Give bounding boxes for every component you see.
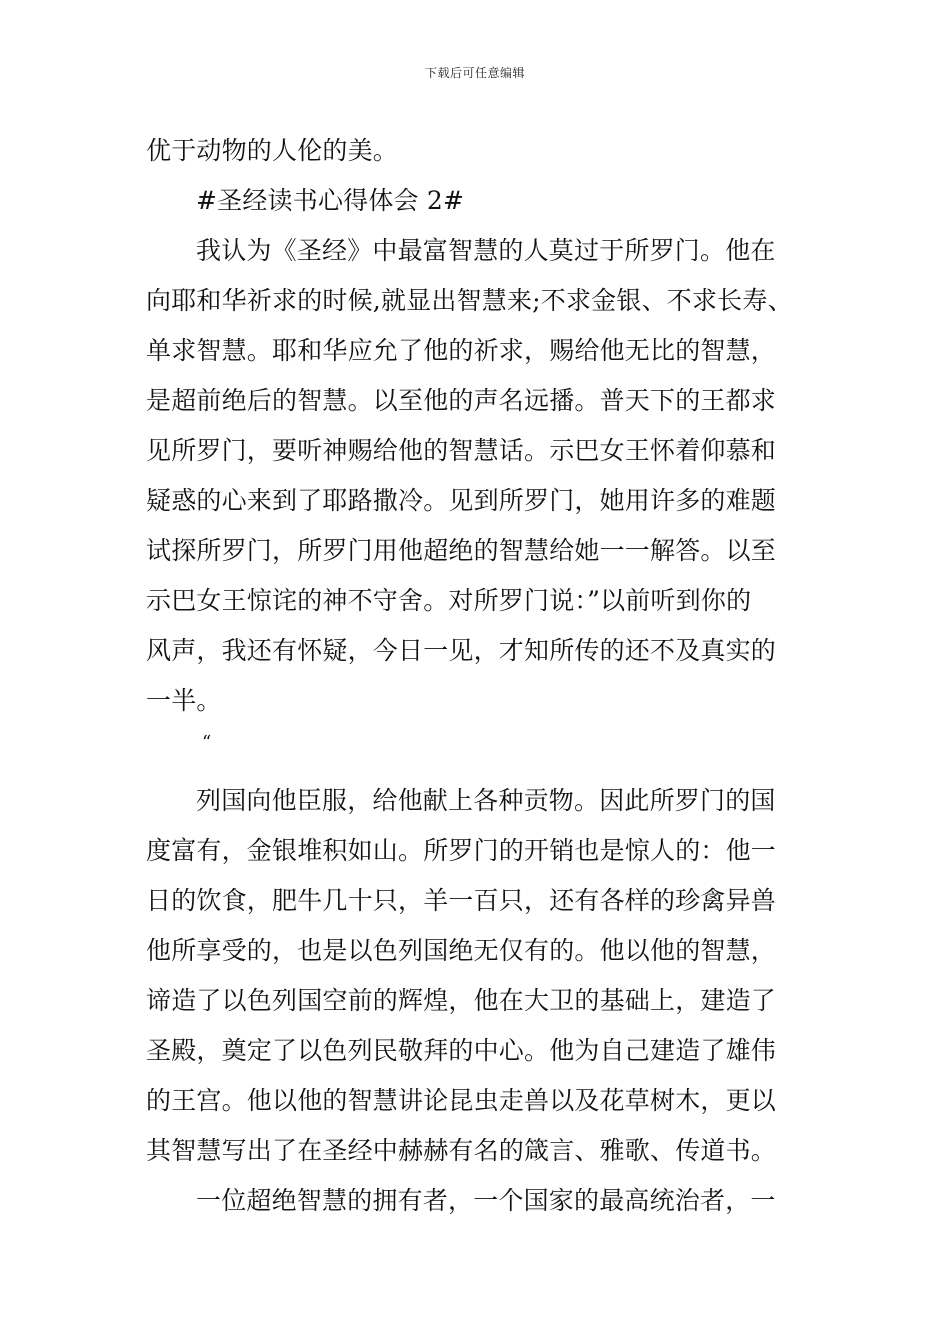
text-line: 优于动物的人伦的美。 (146, 136, 399, 165)
paragraph-line: 他所享受的，也是以色列国绝无仅有的。他以他的智慧， (146, 936, 777, 965)
paragraph-line: 单求智慧。耶和华应允了他的祈求，赐给他无比的智慧， (146, 336, 777, 365)
paragraph-line: 见所罗门，要听神赐给他的智慧话。示巴女王怀着仰慕和 (146, 436, 777, 465)
paragraph-line: 列国向他臣服，给他献上各种贡物。因此所罗门的国 (196, 786, 776, 815)
paragraph-line: 试探所罗门，所罗门用他超绝的智慧给她一一解答。以至 (146, 536, 777, 565)
paragraph-line: 向耶和华祈求的时候,就显出智慧来;不求金银、不求长寿、 (146, 286, 793, 315)
paragraph-line: 日的饮食，肥牛几十只，羊一百只，还有各样的珍禽异兽 (146, 886, 777, 915)
paragraph-line: 度富有，金银堆积如山。所罗门的开销也是惊人的：他一 (146, 836, 777, 865)
paragraph-line: 风声，我还有怀疑，今日一见，才知所传的还不及真实的 (146, 636, 777, 665)
quote-mark: “ (202, 732, 212, 753)
paragraph-line: 是超前绝后的智慧。以至他的声名远播。普天下的王都求 (146, 386, 777, 415)
paragraph-line: 圣殿，奠定了以色列民敬拜的中心。他为自己建造了雄伟 (146, 1036, 777, 1065)
paragraph-line: 其智慧写出了在圣经中赫赫有名的箴言、雅歌、传道书。 (146, 1136, 777, 1165)
paragraph-line: 疑惑的心来到了耶路撒冷。见到所罗门，她用许多的难题 (146, 486, 777, 515)
page-header: 下载后可任意编辑 (424, 66, 525, 80)
paragraph-line: 一半。 (146, 686, 222, 715)
section-heading: #圣经读书心得体会 2# (196, 186, 465, 215)
paragraph-line: 我认为《圣经》中最富智慧的人莫过于所罗门。他在 (196, 236, 776, 265)
paragraph-line: 示巴女王惊诧的神不守舍。对所罗门说：”以前听到你的 (146, 586, 752, 615)
paragraph-line: 的王宫。他以他的智慧讲论昆虫走兽以及花草树木，更以 (146, 1086, 777, 1115)
paragraph-line: 谛造了以色列国空前的辉煌，他在大卫的基础上，建造了 (146, 986, 777, 1015)
paragraph-line: 一位超绝智慧的拥有者，一个国家的最高统治者，一 (196, 1186, 776, 1215)
